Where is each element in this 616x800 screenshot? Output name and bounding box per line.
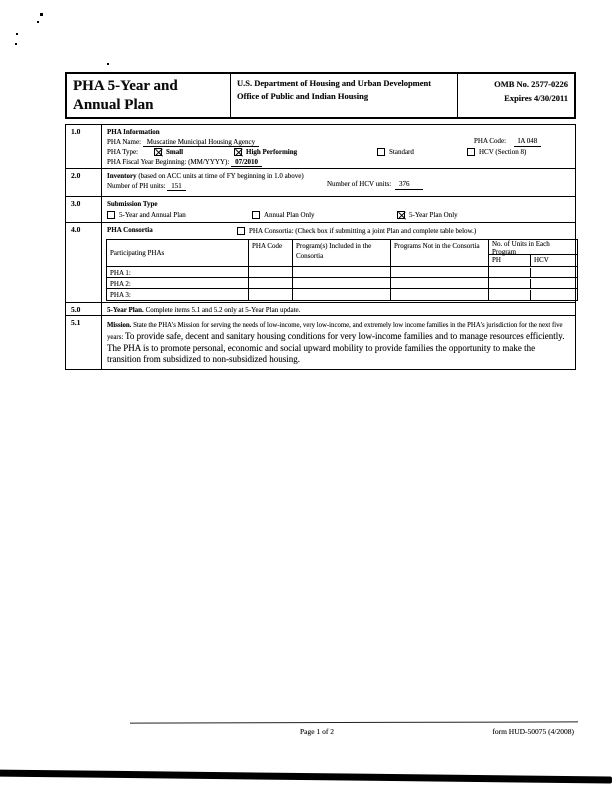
empty-cell — [489, 278, 577, 288]
col-participating-phas: Participating PHAs — [107, 240, 249, 267]
option-label: High Performing — [246, 148, 298, 157]
section-number: 1.0 — [66, 125, 102, 168]
col-pha-code: PHA Code — [249, 240, 293, 267]
ph-units-label: Number of PH units: — [107, 182, 166, 191]
section-number: 4.0 — [66, 223, 102, 302]
empty-cell — [391, 278, 489, 288]
section-2-0 — [66, 169, 575, 197]
section-title: 5-Year Plan. — [107, 306, 144, 314]
option-label: HCV (Section 8) — [479, 148, 527, 157]
row-label: PHA 1: — [107, 267, 249, 277]
omb-expires: Expires 4/30/2011 — [504, 92, 568, 103]
section-4-0 — [66, 223, 575, 303]
form-title — [67, 74, 231, 117]
form-number: form HUD-50075 (4/2008) — [492, 727, 574, 736]
omb-number: OMB No. 2577-0226 — [494, 79, 568, 89]
section-title: Submission Type — [107, 200, 158, 208]
section-title: PHA Consortia — [107, 226, 153, 234]
hcv-units-label: Number of HCV units: — [327, 180, 392, 188]
section-2-0-content — [102, 169, 575, 196]
fiscal-year-label: PHA Fiscal Year Beginning: (MM/YYYY): — [107, 158, 230, 167]
pha-code-label: PHA Code: — [474, 137, 507, 145]
scan-speck — [107, 63, 109, 65]
row-label: PHA 3: — [107, 289, 249, 300]
col-units-title: No. of Units in Each Program — [489, 240, 577, 255]
form-title-line1: PHA 5-Year and — [73, 78, 178, 94]
empty-cell — [489, 267, 577, 277]
fiscal-year-line — [107, 157, 571, 167]
omb-block — [458, 74, 574, 117]
empty-cell — [391, 267, 489, 277]
empty-cell — [489, 289, 577, 300]
mission-statement: To provide safe, decent and sanitary housing conditions for very low-income families and to manage resources efficiently. The PHA is to promote personal, economic and social upward mobility to provide families the opportunity to make the transition from subsidized to non-subsidized housing. — [107, 330, 565, 365]
agency-name: U.S. Department of Housing and Urban Development — [237, 78, 432, 88]
section-5-0 — [66, 303, 575, 316]
section-4-0-content — [102, 223, 582, 302]
checkbox-standard-icon — [377, 148, 385, 156]
section-1-0 — [66, 125, 575, 169]
section-3-0-content — [102, 197, 575, 222]
hcv-units-value: 376 — [395, 179, 423, 190]
col-programs-included: Program(s) Included in the Consortia — [293, 240, 391, 267]
empty-cell — [249, 278, 293, 288]
footer-rule — [130, 721, 578, 723]
pha-type-option-standard — [377, 147, 414, 157]
row-label: PHA 2: — [107, 278, 249, 288]
mission-instruction: State the PHA's Mission for serving the needs of low-income, very low-income, and extremely low income families in the PHA's jurisdiction for the next five years: — [107, 322, 563, 341]
section-5-1 — [66, 316, 575, 369]
consortia-table — [106, 239, 578, 301]
consortia-title-line — [107, 225, 578, 236]
empty-cell — [391, 289, 489, 300]
agency-office: Office of Public and Indian Housing — [237, 90, 369, 101]
pha-name-line — [107, 137, 571, 147]
fiscal-year-value: 07/2010 — [231, 158, 262, 167]
pha-name-value: Muscatine Municipal Housing Agency — [143, 138, 259, 147]
section-5-0-content — [102, 303, 575, 315]
option-label: Small — [166, 148, 184, 157]
option-label: Annual Plan Only — [264, 211, 315, 220]
checkbox-5yr-annual-icon — [107, 211, 115, 219]
section-number: 2.0 — [66, 169, 102, 196]
scan-speck — [16, 33, 18, 35]
subcol-hcv: HCV — [534, 256, 549, 264]
pha-type-line — [107, 147, 571, 157]
option-5yr-only — [397, 210, 458, 220]
empty-cell — [293, 278, 391, 288]
checkbox-5yr-only-icon — [397, 211, 405, 219]
consortia-table-header — [107, 240, 577, 267]
section-5-1-content — [102, 316, 575, 369]
consortia-checkbox-label: PHA Consortia: (Check box if submitting a joint Plan and complete table below.) — [249, 227, 477, 235]
pha-code-value: IA 048 — [514, 136, 541, 147]
consortia-row-pha2 — [107, 278, 577, 289]
option-label: Standard — [389, 148, 414, 157]
subcol-ph: PH — [489, 255, 531, 266]
section-title-rest: (based on ACC units at time of FY beginning in 1.0 above) — [136, 172, 304, 180]
section-text: Complete items 5.1 and 5.2 only at 5-Year Plan update. — [145, 306, 301, 314]
pha-type-option-small — [154, 147, 183, 157]
scan-speck — [40, 13, 43, 16]
form-header — [65, 72, 576, 119]
agency-block — [231, 74, 458, 117]
section-title: Inventory — [107, 172, 137, 180]
checkbox-small-icon — [154, 148, 162, 156]
section-1-0-content — [102, 125, 575, 168]
option-label: 5-Year Plan Only — [409, 211, 458, 220]
empty-cell — [249, 289, 293, 300]
section-title: PHA Information — [107, 128, 160, 136]
section-3-0 — [66, 197, 575, 223]
inventory-values-line — [107, 181, 571, 191]
pha-type-option-hcv — [467, 147, 526, 157]
col-programs-not-included: Programs Not in the Consortia — [391, 240, 489, 267]
checkbox-high-performing-icon — [234, 148, 242, 156]
option-5yr-and-annual — [107, 210, 186, 220]
checkbox-consortia-icon — [237, 227, 245, 235]
ph-units-value: 151 — [167, 182, 186, 191]
form-body-table — [65, 124, 576, 370]
section-number: 5.0 — [66, 303, 102, 315]
section-number: 5.1 — [66, 316, 102, 369]
consortia-row-pha3 — [107, 289, 577, 300]
scan-speck — [15, 43, 17, 45]
checkbox-hcv-icon — [467, 148, 475, 156]
mission-label: Mission. — [107, 322, 132, 329]
scan-edge-artifact — [0, 769, 612, 783]
pha-type-option-high-performing — [234, 147, 297, 157]
empty-cell — [293, 267, 391, 277]
empty-cell — [249, 267, 293, 277]
checkbox-annual-only-icon — [252, 211, 260, 219]
empty-cell — [293, 289, 391, 300]
section-number: 3.0 — [66, 197, 102, 222]
consortia-row-pha1 — [107, 267, 577, 278]
form-title-line2: Annual Plan — [73, 96, 154, 113]
submission-options-line — [107, 209, 571, 220]
option-label: 5-Year and Annual Plan — [119, 211, 186, 220]
pha-name-label: PHA Name: — [107, 138, 142, 147]
option-annual-only — [252, 210, 315, 220]
scan-speck — [37, 21, 39, 23]
col-units — [489, 240, 577, 267]
pha-type-label: PHA Type: — [107, 148, 139, 157]
consortia-checkbox-line — [237, 226, 476, 236]
col-units-subheaders — [489, 255, 577, 266]
page-indicator: Page 1 of 2 — [300, 727, 334, 736]
